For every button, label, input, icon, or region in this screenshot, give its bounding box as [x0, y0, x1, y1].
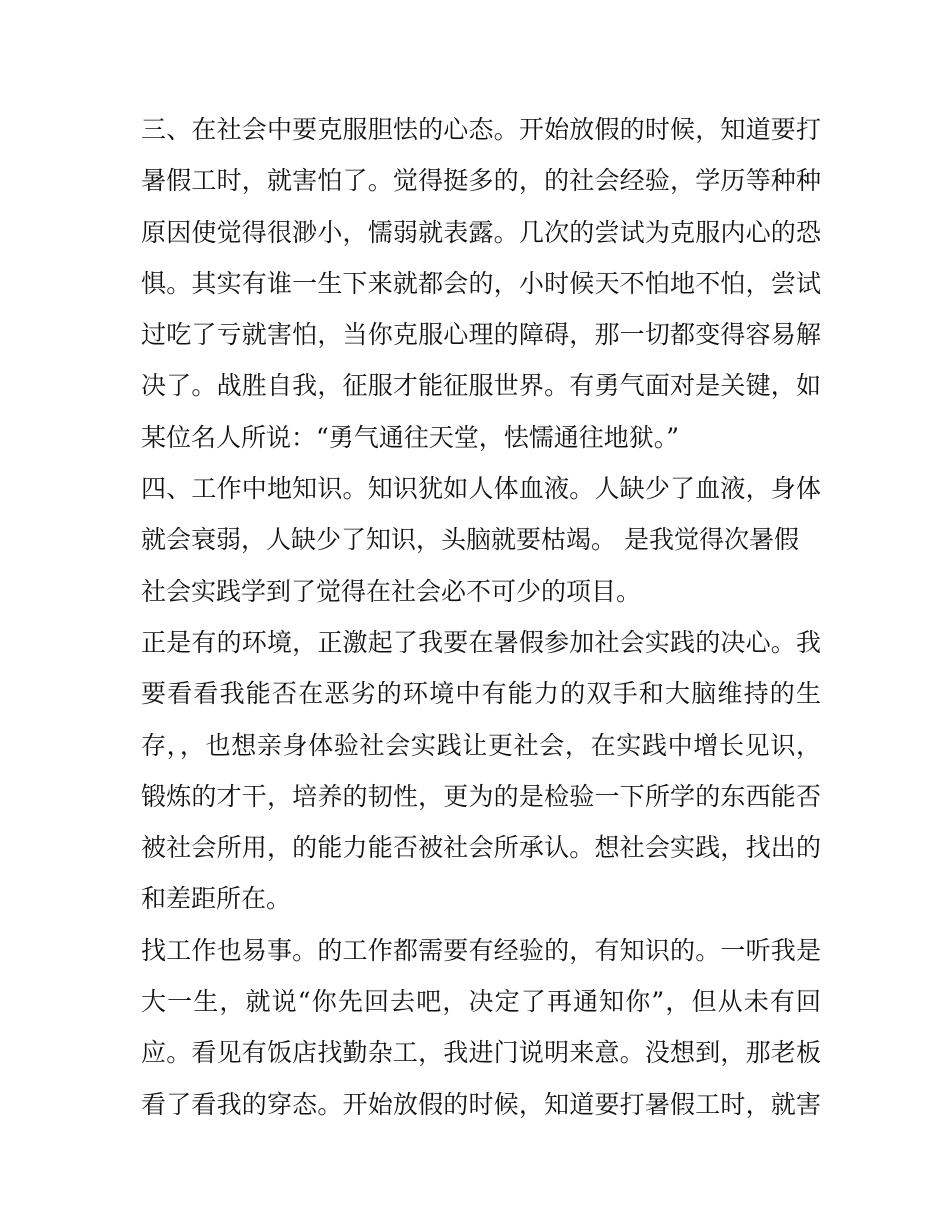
text-line: 要看看我能否在恶劣的环境中有能力的双手和大脑维持的生 [141, 679, 821, 709]
text-line: 惧。其实有谁一生下来就都会的，小时候天不怕地不怕，尝试 [141, 268, 821, 298]
text-line: 看了看我的穿态。开始放假的时候，知道要打暑假工时，就害 [141, 1089, 821, 1119]
text-line: 应。看见有饭店找勤杂工，我进门说明来意。没想到，那老板 [141, 1038, 821, 1068]
text-line: 大一生，就说“你先回去吧，决定了再通知你”，但从未有回 [141, 987, 821, 1017]
text-line: 四、工作中地知识。知识犹如人体血液。人缺少了血液，身体 [141, 474, 821, 504]
text-line: 原因使觉得很渺小，懦弱就表露。几次的尝试为克服内心的恐 [141, 217, 821, 247]
text-line: 和差距所在。 [141, 884, 292, 914]
text-line: 就会衰弱，人缺少了知识，头脑就要枯竭。 是我觉得次暑假 [141, 525, 799, 555]
text-line: 被社会所用，的能力能否被社会所承认。想社会实践，找出的 [141, 833, 821, 863]
text-line: 决了。战胜自我，征服才能征服世界。有勇气面对是关键，如 [141, 371, 821, 401]
text-line: 锻炼的才干，培养的韧性，更为的是检验一下所学的东西能否 [141, 781, 821, 811]
text-line: 暑假工时，就害怕了。觉得挺多的，的社会经验，学历等种种 [141, 166, 821, 196]
text-line: 社会实践学到了觉得在社会必不可少的项目。 [141, 576, 642, 606]
text-line: 存，，也想亲身体验社会实践让更社会，在实践中增长见识， [141, 730, 821, 760]
text-line: 三、在社会中要克服胆怯的心态。开始放假的时候，知道要打 [141, 115, 821, 144]
text-line: 某位名人所说：“勇气通往天堂，怯懦通往地狱。” [141, 422, 680, 452]
text-line: 找工作也易事。的工作都需要有经验的，有知识的。一听我是 [141, 935, 821, 965]
text-line: 正是有的环境，正激起了我要在暑假参加社会实践的决心。我 [141, 627, 821, 657]
text-line: 过吃了亏就害怕，当你克服心理的障碍，那一切都变得容易解 [141, 320, 821, 350]
document-body [141, 104, 821, 1130]
